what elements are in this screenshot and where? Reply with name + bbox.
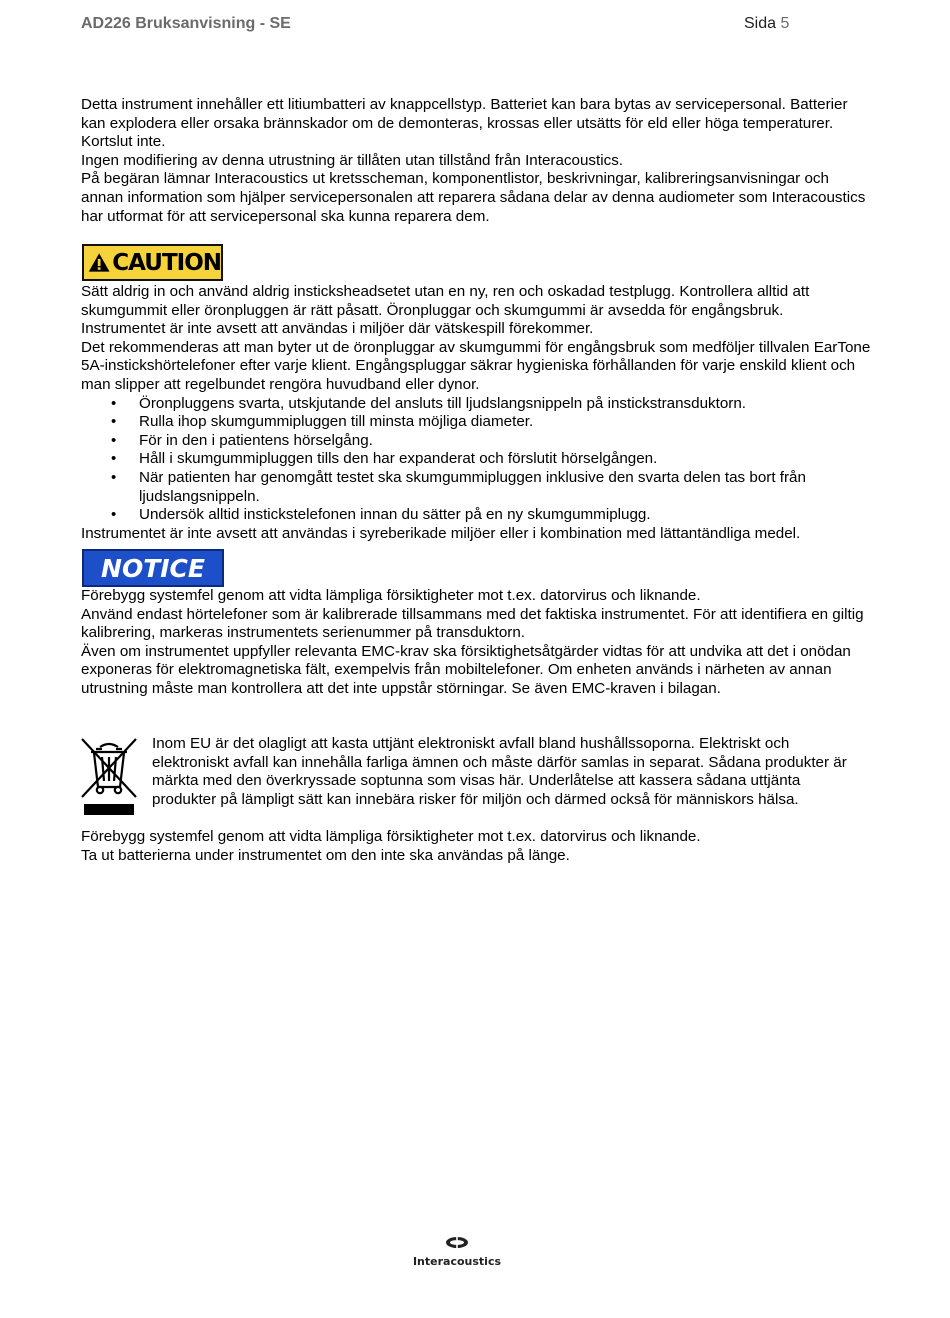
notice-paragraph: Förebygg systemfel genom att vidta lämpliga försiktigheter mot t.ex. datorvirus och liknande. [81,587,701,604]
interacoustics-logo-mark [444,1236,470,1249]
list-item-text: Öronpluggens svarta, utskjutande del ansluts till ljudslangsnippeln på instickstransduktorn. [139,394,747,412]
list-item [81,395,859,414]
closing-paragraph: Ta ut batterierna under instrumentet om den inte ska användas på länge. [81,846,570,864]
earplug-instructions-list [81,395,871,525]
page-indicator [744,15,789,33]
page-number: 5 [780,15,790,32]
list-item [81,432,859,451]
crossed-out-wheelie-bin-icon [80,737,138,817]
notice-badge [82,549,224,587]
list-item-text: Rulla ihop skumgummipluggen till minsta möjliga diameter. [139,413,534,431]
logo-text: Interacoustics [412,1255,502,1268]
caution-paragraph: Det rekommenderas att man byter ut de öronpluggar av skumgummi för engångsbruk som medföljer tillvalen EarTone 5A-instickshörtelefoner efter varje klient. Engångspluggar säkrar hygieniska förhållanden för varje enskild klient och man slipper att regelbundet rengöra huvudband eller dynor. [81,338,871,393]
bullet-icon: • [111,506,117,524]
list-item [81,469,859,506]
list-item-text: Håll i skumgummipluggen tills den har expanderat och förslutit hörselgången. [139,450,658,468]
closing-section [81,828,871,865]
bullet-icon: • [111,450,117,468]
interacoustics-logo [398,1236,516,1266]
bullet-icon: • [111,468,117,486]
warning-triangle-icon [88,250,110,275]
list-item [81,450,859,469]
intro-paragraph: Detta instrument innehåller ett litiumbatteri av knappcellstyp. Batteriet kan bara bytas av servicepersonal. Batterier kan explodera eller orsaka brännskador om de demonteras, krossas eller utsätts för eld eller höga temperaturer. Kortslut inte. [81,96,848,151]
bullet-icon: • [111,413,117,431]
list-item-text: När patienten har genomgått testet ska skumgummipluggen inklusive den svarta delen tas bort från ljudslangsnippeln. [139,468,806,505]
caution-paragraph: Instrumentet är inte avsett att användas i miljöer där vätskespill förekommer. [81,320,594,338]
notice-label: NOTICE [101,553,205,583]
intro-paragraph: Ingen modifiering av denna utrustning är tillåten utan tillstånd från Interacoustics. [81,151,624,169]
page-label: Sida [744,15,777,32]
caution-label: CAUTION [112,249,221,276]
list-item-text: Undersök alltid instickstelefonen innan du sätter på en ny skumgummiplugg. [139,506,651,524]
caution-badge [82,244,223,281]
notice-section [81,587,871,699]
notice-paragraph: Även om instrumentet uppfyller relevanta EMC-krav ska försiktighetsåtgärder vidtas för att undvika att det i onödan exponeras för elektromagnetiska fält, exempelvis från mobiltelefoner. Om enheten används i närheten av annan utrustning måste man kontrollera att det inte uppstår störningar. Se även EMC-kraven i bilagan. [81,642,851,697]
notice-paragraph: Använd endast hörtelefoner som är kalibrerade tillsammans med det faktiska instrumentet. För att identifiera en giltig kalibrering, markeras instrumentets serienummer på transduktorn. [81,605,864,642]
bullet-icon: • [111,394,117,412]
intro-paragraph: På begäran lämnar Interacoustics ut kretsscheman, komponentlistor, beskrivningar, kalibreringsanvisningar och annan information som hjälper servicepersonalen att reparera sådana delar av denna audiometer som Interacoustics har utformat för att servicepersonal ska kunna reparera dem. [81,170,866,225]
list-item [81,413,859,432]
closing-paragraph: Förebygg systemfel genom att vidta lämpliga försiktigheter mot t.ex. datorvirus och liknande. [81,828,701,845]
caution-section [81,283,871,543]
caution-closing: Instrumentet är inte avsett att användas i syreberikade miljöer eller i kombination med lättantändliga medel. [81,524,801,542]
list-item [81,506,859,525]
caution-paragraph: Sätt aldrig in och använd aldrig insticksheadsetet utan en ny, ren och oskadad testplugg. Kontrollera alltid att skumgummit eller öronpluggen är rätt påsatt. Öronpluggar och skumgummi är avsedda för engångsbruk. [81,283,810,319]
weee-disposal-text: Inom EU är det olagligt att kasta uttjänt elektroniskt avfall bland hushållssoporna. Elektriskt och elektroniskt avfall kan innehålla farliga ämnen och måste därför samlas in separat. Sådana produkter är märkta med den överkryssade soptunna som visas här. Underlåtelse att kassera sådana uttjänta produkter på lämpligt sätt kan innebära risker för miljön och därmed också för människors hälsa. [152,735,847,808]
document-title: AD226 Bruksanvisning - SE [81,15,291,32]
battery-info-section [81,96,871,226]
list-item-text: För in den i patientens hörselgång. [139,431,373,449]
bullet-icon: • [111,431,117,449]
